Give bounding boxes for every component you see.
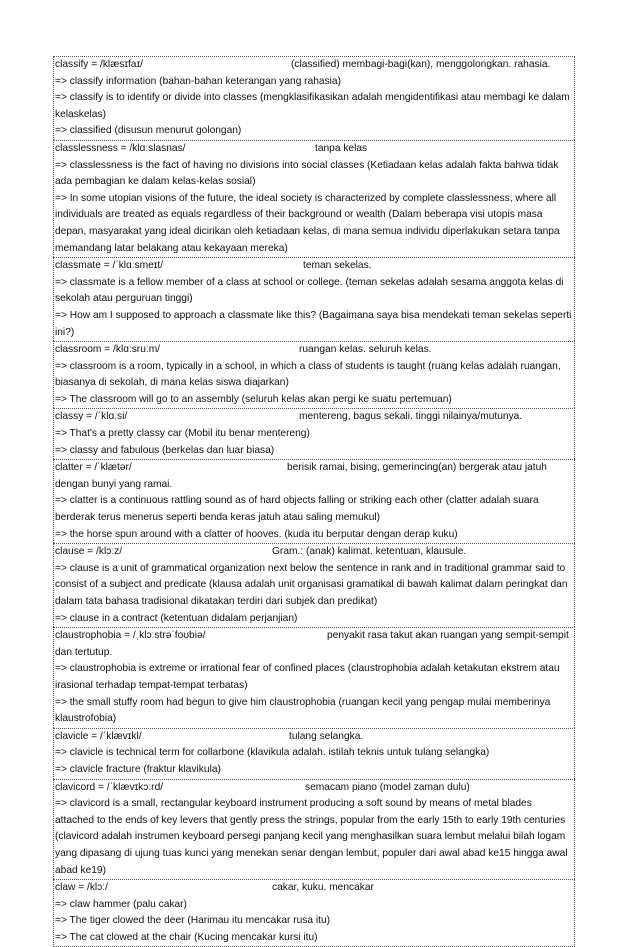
entry-line: => claw hammer (palu cakar) (55, 898, 187, 910)
entry-clause (53, 543, 575, 627)
entry-meaning: mentereng, bagus sekali. tinggi nilainya/mutunya. (299, 411, 523, 423)
entry-line: => the horse spun around with a clatter of hooves. (kuda itu berputar dengan derap kuku) (55, 528, 458, 540)
entry-line: => In some utopian visions of the future, the ideal society is characterized by complete classlessness, where all individuals are treated as equals regardless of their background or wealth (Dalam beberapa visi utopis masa depan, masyarakat yang ideal dicirikan oleh ketiadaan kelas, di mana semua individu diperlakukan setara tanpa memandang latar belakang atau kekayaan mereka) (55, 192, 560, 254)
entry-term: classlessness = /klɑːslasnas/ (55, 142, 186, 154)
entry-classlessness (53, 140, 575, 257)
entry-claustrophobia (53, 627, 575, 728)
entry-classy (53, 408, 575, 459)
entry-clavicord (53, 779, 575, 880)
entry-clatter (53, 459, 575, 543)
entry-term: classmate = /ˈklɑːsmeɪt/ (55, 260, 164, 272)
entry-line: => The cat clowed at the chair (Kucing mencakar kursi itu) (55, 931, 318, 943)
entry-meaning: (classified) membagi-bagi(kan), menggolongkan. rahasia. (291, 59, 551, 70)
entry-meaning: cakar, kuku. mencakar (272, 882, 374, 894)
entry-line: => classy and fabulous (berkelas dan luar biasa) (55, 444, 275, 456)
entry-classroom (53, 341, 575, 408)
entry-meaning: tulang selangka. (289, 730, 364, 742)
entry-line: => clavicle is technical term for collarbone (klavikula adalah. istilah teknis untuk tulang selangka) (55, 747, 490, 759)
entry-line: => clause is a unit of grammatical organization next below the sentence in rank and in traditional grammar said to consist of a subject and predicate (klausa adalah unit organisasi gramatikal di bawah kalimat dalam peringkat dan dalam tata bahasa tradisional dikatakan terdiri dari subjek dan predikat) (55, 562, 568, 607)
entry-term: classify = /klæsɪfaɪ/ (55, 59, 143, 70)
entry-line: => clavicle fracture (fraktur klavikula) (55, 763, 221, 775)
entry-line: => clause in a contract (ketentuan didalam perjanjian) (55, 612, 298, 624)
entry-classmate (53, 257, 575, 341)
entry-meaning: Gram.: (anak) kalimat. ketentuan, klausule. (272, 546, 467, 558)
entry-term: clause = /klɔːz/ (55, 546, 123, 558)
entry-line: => clatter is a continuous rattling sound as of hard objects falling or striking each other (clatter adalah suara berderak terus menerus seperti benda keras jatuh atau saling memukul) (55, 495, 539, 524)
entry-header (55, 880, 573, 897)
entry-classify (53, 56, 575, 140)
entry-line: => classlessness is the fact of having no divisions into social classes (Ketiadaan kelas adalah fakta bahwa tidak ada pembagian ke dalam kelas-kelas sosial) (55, 159, 559, 188)
entry-header (55, 57, 573, 74)
entry-meaning: teman sekelas. (303, 260, 372, 272)
entry-term: clavicle = /ˈklævɪkl/ (55, 730, 142, 742)
entry-claw (53, 879, 575, 947)
entry-term: claustrophobia = /ˌklɔːstrəˈfoʊbiə/ (55, 630, 206, 642)
entry-term: classy = /ˈklɑːsi/ (55, 411, 128, 423)
entry-line: => How am I supposed to approach a classmate like this? (Bagaimana saya bisa mendekati teman sekelas seperti ini?) (55, 309, 572, 338)
entry-line: => classroom is a room, typically in a school, in which a class of students is taught (ruang kelas adalah ruangan, biasanya di sekolah, di mana kelas siswa diajarkan) (55, 360, 561, 389)
entry-header (55, 460, 573, 493)
entry-line: => The classroom will go to an assembly (seluruh kelas akan pergi ke suatu pertemuan) (55, 393, 452, 405)
entry-meaning: berisik ramai, bising, gemerincing(an) bergerak atau jatuh dengan bunyi yang ramai. (55, 462, 547, 490)
entry-clavicle (53, 728, 575, 779)
entry-line: => classmate is a fellow member of a class at school or college. (teman sekelas adalah sesama anggota kelas di sekolah atau perguruan tinggi) (55, 276, 564, 305)
entry-header (55, 780, 573, 797)
entry-line: => classify is to identify or divide into classes (mengklasifikasikan adalah mengidentifikasi atau membagi ke dalam kelaskelas) (55, 92, 570, 120)
entry-term: claw = /klɔː/ (55, 882, 108, 894)
entry-header (55, 342, 573, 359)
entry-line: => clavicord is a small, rectangular keyboard instrument producing a soft sound by means of metal blades attached to the ends of key levers that gently press the strings, popular from the early 15th to early 19th centuries (clavicord adalah instrumen keyboard persegi panjang kecil yang menghasilkan suara lembut melalui bilah logam yang dipasang di ujung tuas kunci yang menekan senar dengan lembut, populer dari awal abad ke15 hingga awal abad ke19) (55, 798, 568, 876)
entry-line: => That's a pretty classy car (Mobil itu benar mentereng) (55, 428, 310, 440)
entry-header (55, 258, 573, 275)
entry-line: => classify information (bahan-bahan keterangan yang rahasia) (55, 75, 341, 87)
entry-term: classroom = /klɑːsruːm/ (55, 344, 161, 356)
entry-meaning: penyakit rasa takut akan ruangan yang sempit-sempit dan tertutup. (55, 630, 569, 658)
entry-header (55, 409, 573, 426)
entry-meaning: semacam piano (model zaman dulu) (305, 781, 470, 793)
entry-line: => classified (disusun menurut golongan) (55, 125, 242, 137)
entry-meaning: ruangan kelas. seluruh kelas. (299, 344, 432, 356)
entry-header (55, 729, 573, 746)
dictionary-page (53, 56, 575, 947)
entry-header (55, 628, 573, 661)
entry-line: => claustrophobia is extreme or irrational fear of confined places (claustrophobia adalah ketakutan ekstrem atau irasional terhadap tempat-tempat terbatas) (55, 663, 560, 691)
entry-meaning: tanpa kelas (315, 142, 368, 154)
entry-term: clavicord = /ˈklævɪkɔːrd/ (55, 781, 164, 793)
entry-term: clatter = /ˈklætər/ (55, 462, 132, 474)
entry-header (55, 141, 573, 158)
entry-header (55, 544, 573, 561)
entry-line: => The tiger clowed the deer (Harimau itu mencakar rusa itu) (55, 915, 331, 927)
entry-line: => the small stuffy room had begun to give him claustrophobia (ruangan kecil yang pengap mulai memberinya klaustrofobia) (55, 696, 551, 725)
